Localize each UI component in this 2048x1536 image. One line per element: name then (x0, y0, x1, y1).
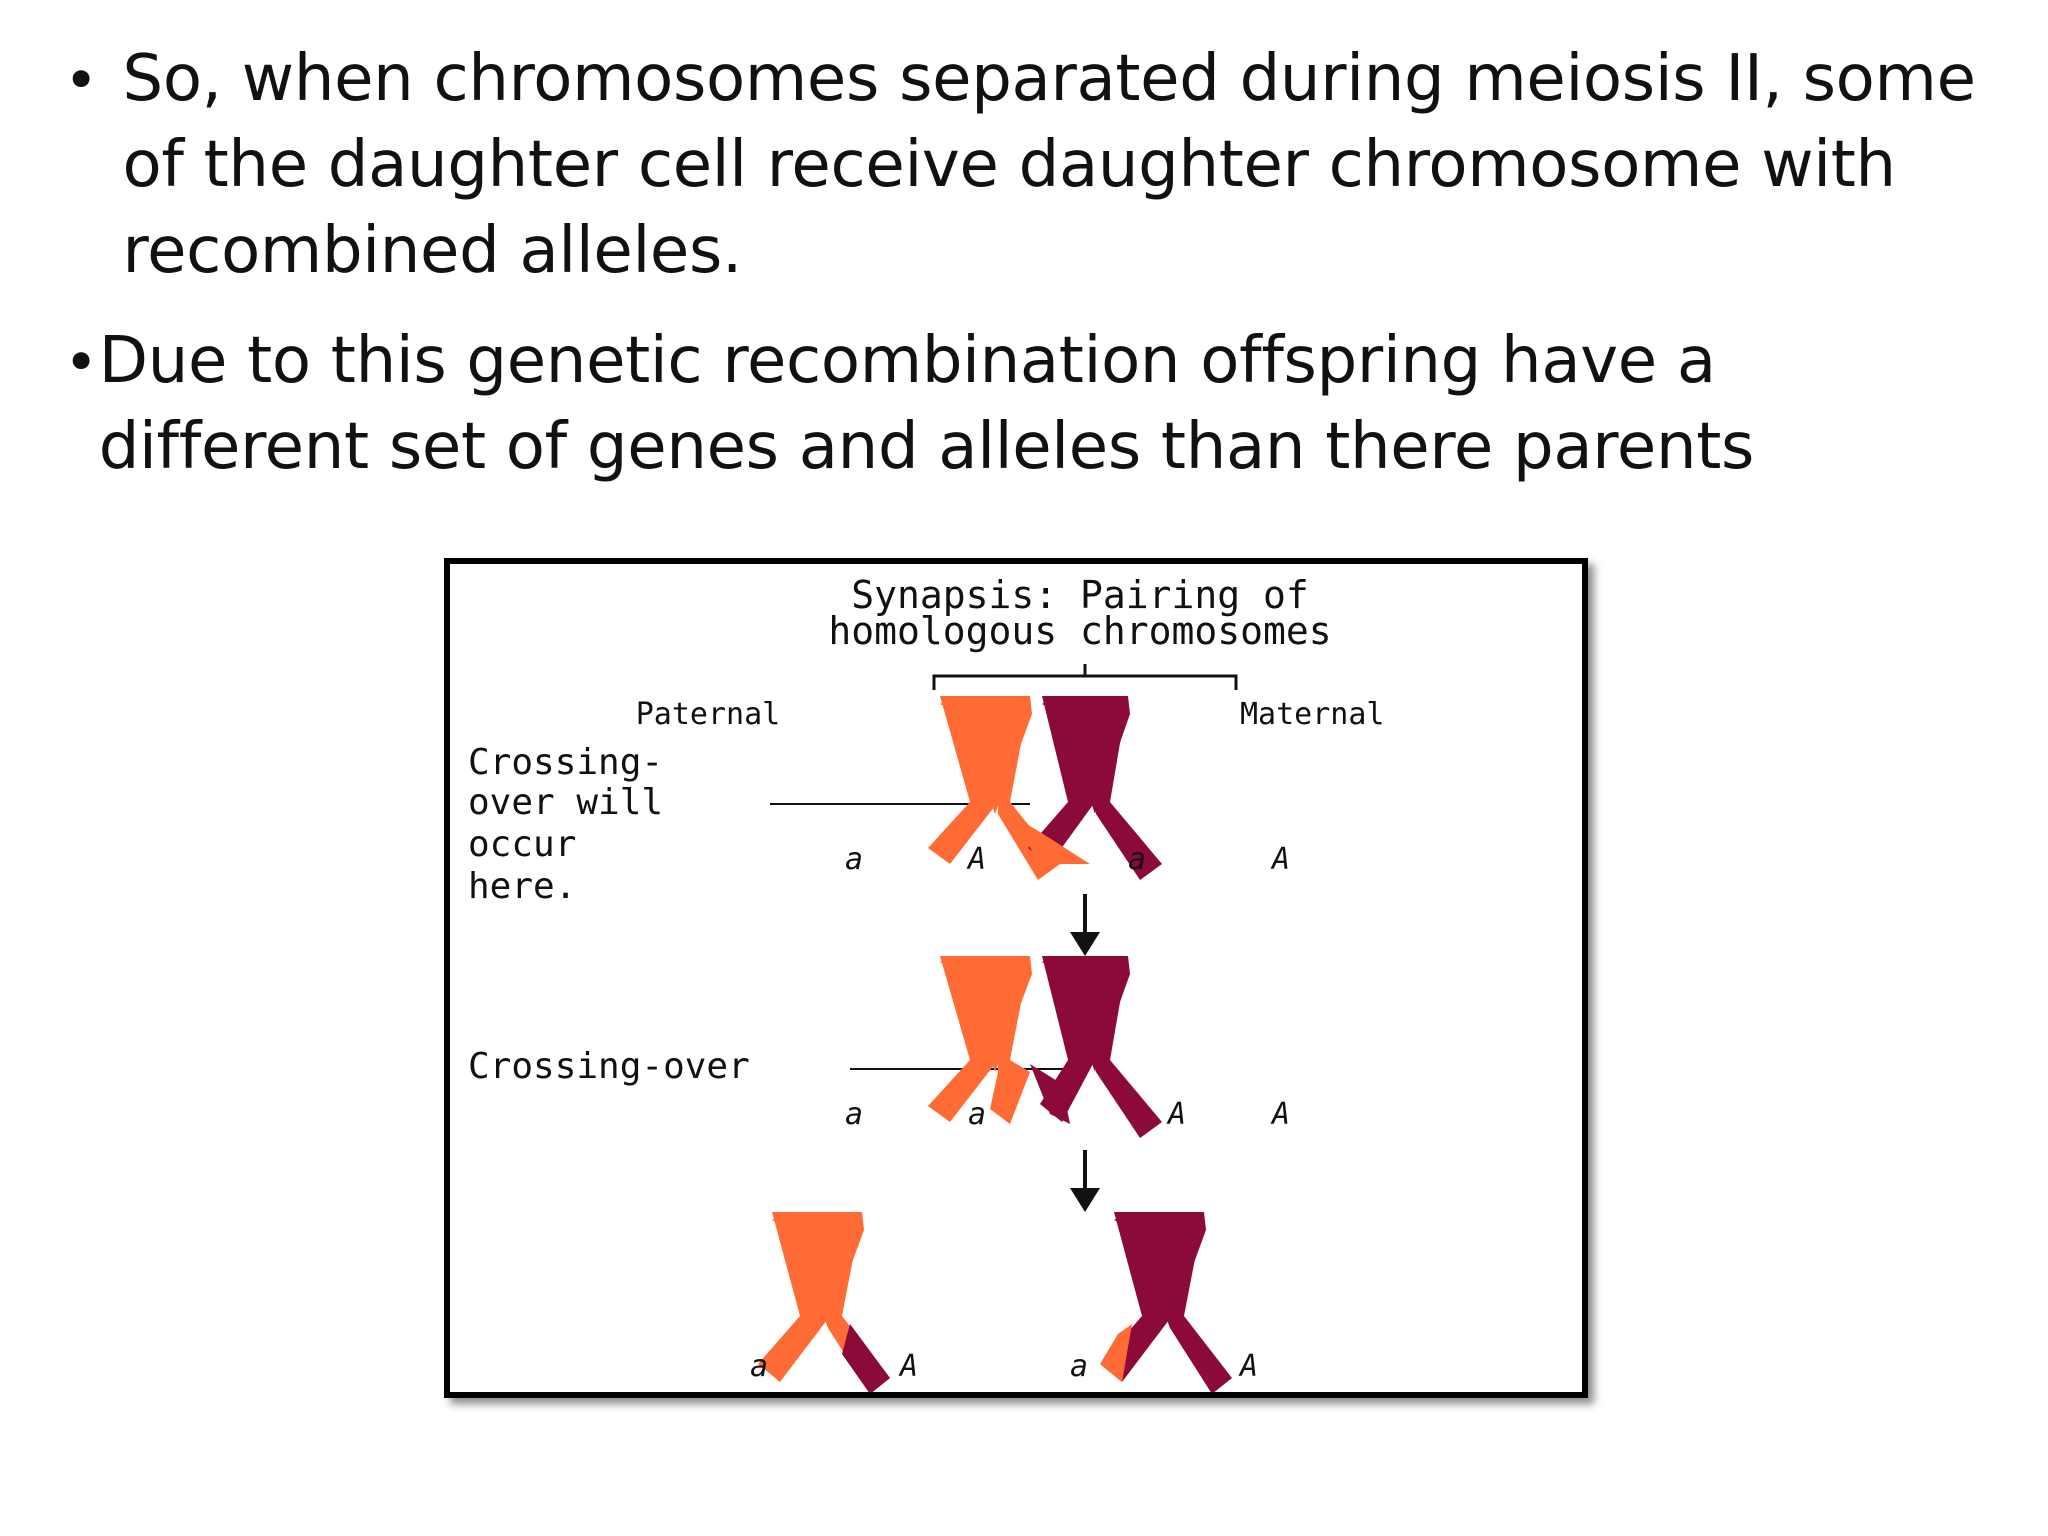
pairing-bracket (934, 664, 1236, 690)
label-paternal: Paternal (635, 697, 781, 732)
chromosome-pair-stage2 (928, 956, 1162, 1138)
allele-a: a (968, 1097, 987, 1132)
chromosome-pair-stage1 (928, 696, 1162, 880)
allele-A: A (1168, 1097, 1187, 1132)
bullet-dot: • (64, 46, 99, 114)
bullet-text: So, when chromosomes separated during meiosis II, some of the daughter cell receive daughter chromosome with recombined alleles. (122, 42, 1976, 288)
diagram-canvas (450, 564, 1582, 1392)
bullet-text: Due to this genetic recombination offspring have a different set of genes and alleles than there parents (98, 324, 1755, 484)
arrow-down-icon (1070, 1188, 1100, 1212)
allele-A: A (900, 1349, 919, 1384)
bullet-list (64, 36, 2004, 514)
bullet-item (64, 318, 2004, 490)
label-crossing-will-1: Crossing- (468, 742, 664, 783)
label-crossing-over: Crossing-over (468, 1046, 750, 1087)
diagram-title-line1: Synapsis: Pairing of (851, 573, 1309, 617)
bullet-item (64, 36, 2004, 294)
allele-A: A (1272, 842, 1291, 877)
label-crossing-will-4: here. (468, 866, 577, 907)
recombined-chromosome-maternal (1100, 1212, 1232, 1392)
arrow-down-icon (1070, 932, 1100, 956)
diagram-title-line2: homologous chromosomes (828, 609, 1332, 653)
bullet-dot: • (64, 328, 99, 396)
allele-a: a (845, 1097, 864, 1132)
allele-a: a (1128, 842, 1147, 877)
allele-A: A (1272, 1097, 1291, 1132)
allele-A: A (1240, 1349, 1259, 1384)
label-maternal: Maternal (1240, 697, 1385, 732)
label-crossing-will-2: over will (468, 782, 664, 823)
allele-a: a (750, 1349, 769, 1384)
recombined-chromosome-paternal (758, 1212, 890, 1392)
allele-A: A (968, 842, 987, 877)
label-crossing-will-3: occur (468, 824, 577, 865)
crossing-over-diagram (444, 558, 1588, 1398)
allele-a: a (845, 842, 864, 877)
allele-a: a (1070, 1349, 1089, 1384)
